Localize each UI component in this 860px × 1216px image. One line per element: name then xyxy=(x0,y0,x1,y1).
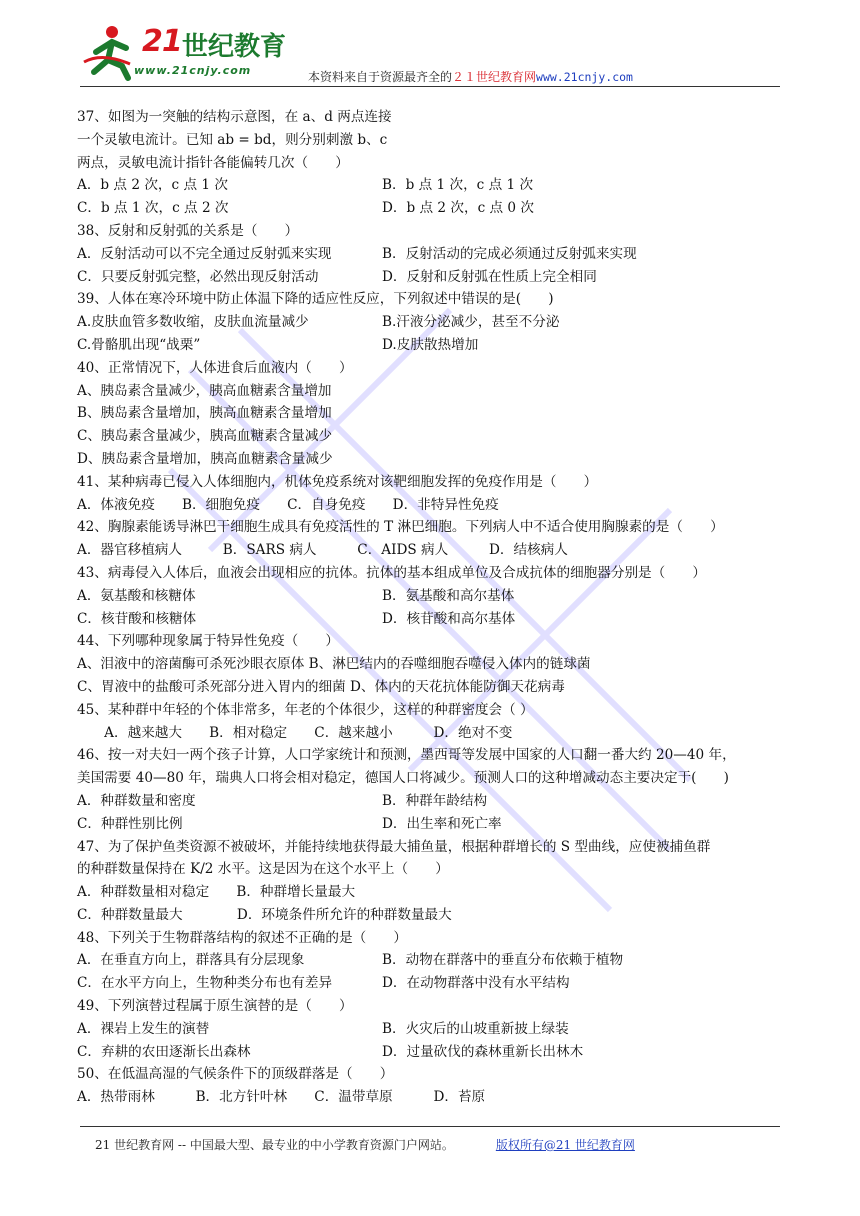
answer-option[interactable]: A.皮肤血管多数收缩，皮肤血流量减少 xyxy=(77,314,309,331)
site-logo[interactable] xyxy=(82,22,302,86)
answer-option[interactable]: B．种群年龄结构 xyxy=(382,792,488,809)
question-block xyxy=(77,699,792,745)
question-stem: 40、正常情况下，人体进食后血液内（ ） xyxy=(77,359,353,376)
answer-option[interactable]: A．在垂直方向上，群落具有分层现象 xyxy=(77,952,305,969)
header-divider xyxy=(80,86,780,87)
answer-option[interactable]: B．反射活动的完成必须通过反射弧来实现 xyxy=(382,245,637,262)
answer-option[interactable]: A．裸岩上发生的演替 xyxy=(77,1020,210,1037)
question-stem: 47、为了保护鱼类资源不被破坏，并能持续地获得最大捕鱼量，根据种群增长的 S 型曲线，应使被捕鱼群 xyxy=(77,838,711,855)
question-block xyxy=(77,927,792,995)
answer-option[interactable]: A．越来越大 B．相对稳定 C．越来越小 D．绝对不变 xyxy=(77,724,513,741)
question-stem: 49、下列演替过程属于原生演替的是（ ） xyxy=(77,998,353,1015)
question-block xyxy=(77,562,792,630)
answer-option[interactable]: A．氨基酸和核糖体 xyxy=(77,587,196,604)
question-stem: 一个灵敏电流计。已知 ab = bd，则分别刺激 b、c xyxy=(77,131,388,148)
option-row xyxy=(77,608,792,631)
answer-option[interactable]: C、胃液中的盐酸可杀死部分进入胃内的细菌 D、体内的天花抗体能防御天花病毒 xyxy=(77,678,565,695)
option-row xyxy=(77,243,792,266)
option-row xyxy=(77,266,792,289)
answer-option[interactable]: A．器官移植病人 B．SARS 病人 C．AIDS 病人 D．结核病人 xyxy=(77,542,568,559)
question-stem: 美国需要 40—80 年，瑞典人口将会相对稳定，德国人口将减少。预测人口的这种增减动态主要决定于( ) xyxy=(77,770,729,787)
question-stem: 38、反射和反射弧的关系是（ ） xyxy=(77,222,299,239)
running-figure-logo-icon xyxy=(82,22,142,82)
logo-number: 21 xyxy=(142,24,182,59)
header-tagline xyxy=(308,68,633,85)
question-stem: 45、某种群中年轻的个体非常多，年老的个体很少，这样的种群密度会（ ） xyxy=(77,701,534,718)
answer-option[interactable]: A．种群数量和密度 xyxy=(77,792,196,809)
answer-option[interactable]: A．反射活动可以不完全通过反射弧来实现 xyxy=(77,245,332,262)
question-block xyxy=(77,471,792,517)
question-stem: 46、按一对夫妇一两个孩子计算，人口学家统计和预测，墨西哥等发展中国家的人口翻一番大约 20—40 年， xyxy=(77,747,736,764)
answer-option[interactable]: C．弃耕的农田逐渐长出森林 xyxy=(77,1043,251,1060)
page-header xyxy=(0,0,860,95)
answer-option[interactable]: C．b 点 1 次，c 点 2 次 xyxy=(77,200,229,217)
option-row xyxy=(77,1041,792,1064)
option-row xyxy=(77,1018,792,1041)
answer-option[interactable]: A．种群数量相对稳定 B．种群增长量最大 xyxy=(77,884,356,901)
question-block xyxy=(77,106,792,220)
tagline-url-link[interactable]: www.21cnjy.com xyxy=(536,70,633,84)
option-row xyxy=(77,949,792,972)
answer-option[interactable]: D、胰岛素含量增加，胰高血糖素含量减少 xyxy=(77,450,333,467)
answer-option[interactable]: D．过量砍伐的森林重新长出林木 xyxy=(382,1043,584,1060)
answer-option[interactable]: B．动物在群落中的垂直分布依赖于植物 xyxy=(382,952,624,969)
tagline-site-name: ２１世纪教育网 xyxy=(452,70,537,84)
question-stem: 37、如图为一突触的结构示意图，在 a、d 两点连接 xyxy=(77,109,392,125)
answer-option[interactable]: C．种群数量最大 D．环境条件所允许的种群数量最大 xyxy=(77,906,452,923)
answer-option[interactable]: C．核苷酸和核糖体 xyxy=(77,610,197,627)
question-block xyxy=(77,744,792,835)
question-block xyxy=(77,220,792,288)
question-stem: 41、某种病毒已侵入人体细胞内，机体免疫系统对该靶细胞发挥的免疫作用是（ ） xyxy=(77,473,598,490)
question-stem: 48、下列关于生物群落结构的叙述不正确的是（ ） xyxy=(77,929,407,946)
answer-option[interactable]: A、泪液中的溶菌酶可杀死沙眼衣原体 B、淋巴结内的吞噬细胞吞噬侵入体内的链球菌 xyxy=(77,656,591,673)
question-block xyxy=(77,357,792,471)
answer-option[interactable]: B．b 点 1 次，c 点 1 次 xyxy=(382,177,534,194)
answer-option[interactable]: D.皮肤散热增加 xyxy=(382,336,479,353)
footer-copyright-link[interactable]: 版权所有@21 世纪教育网 xyxy=(495,1138,635,1152)
answer-option[interactable]: A．热带雨林 B．北方针叶林 C．温带草原 D．苔原 xyxy=(77,1089,486,1106)
page-footer xyxy=(95,1136,635,1153)
answer-option[interactable]: C、胰岛素含量减少，胰高血糖素含量减少 xyxy=(77,428,333,445)
option-row xyxy=(77,334,792,357)
question-block xyxy=(77,288,792,356)
answer-option[interactable]: B.汗液分泌减少，甚至不分泌 xyxy=(382,314,560,331)
answer-option[interactable]: D．核苷酸和高尔基体 xyxy=(382,610,516,627)
answer-option[interactable]: D．出生率和死亡率 xyxy=(382,815,502,832)
option-row xyxy=(77,197,792,220)
option-row xyxy=(77,790,792,813)
option-row xyxy=(77,585,792,608)
answer-option[interactable]: A．b 点 2 次，c 点 1 次 xyxy=(77,177,228,194)
question-block xyxy=(77,836,792,927)
option-row xyxy=(77,972,792,995)
option-row xyxy=(77,174,792,197)
footer-divider xyxy=(80,1126,780,1127)
answer-option[interactable]: D．反射和反射弧在性质上完全相同 xyxy=(382,268,597,285)
question-stem: 的种群数量保持在 K/2 水平。这是因为在这个水平上（ ） xyxy=(77,861,449,878)
footer-text: 21 世纪教育网 -- 中国最大型、最专业的中小学教育资源门户网站。 xyxy=(95,1138,454,1152)
question-block xyxy=(77,1063,792,1109)
answer-option[interactable]: B、胰岛素含量增加，胰高血糖素含量增加 xyxy=(77,405,332,422)
answer-option[interactable]: A．体液免疫 B．细胞免疫 C．自身免疫 D．非特异性免疫 xyxy=(77,496,499,513)
answer-option[interactable]: C．种群性别比例 xyxy=(77,815,183,832)
answer-option[interactable]: A、胰岛素含量减少，胰高血糖素含量增加 xyxy=(77,382,332,399)
answer-option[interactable]: D．b 点 2 次，c 点 0 次 xyxy=(382,200,534,217)
answer-option[interactable]: C．只要反射弧完整，必然出现反射活动 xyxy=(77,268,319,285)
question-stem: 42、胸腺素能诱导淋巴干细胞生成具有免疫活性的 T 淋巴细胞。下列病人中不适合使用胸腺素的是（ ） xyxy=(77,519,724,536)
question-stem: 两点，灵敏电流计指针各能偏转几次（ ） xyxy=(77,154,349,171)
question-stem: 44、下列哪种现象属于特异性免疫（ ） xyxy=(77,633,339,650)
question-block xyxy=(77,995,792,1063)
answer-option[interactable]: D．在动物群落中没有水平结构 xyxy=(382,975,570,992)
answer-option[interactable]: C．在水平方向上，生物种类分布也有差异 xyxy=(77,975,333,992)
tagline-prefix: 本资料来自于资源最齐全的 xyxy=(308,70,453,84)
question-stem: 39、人体在寒冷环境中防止体温下降的适应性反应，下列叙述中错误的是( ) xyxy=(77,291,554,308)
question-block xyxy=(77,630,792,698)
answer-option[interactable]: B．氨基酸和高尔基体 xyxy=(382,587,515,604)
question-list xyxy=(77,106,792,1109)
answer-option[interactable]: B．火灾后的山坡重新披上绿装 xyxy=(382,1020,569,1037)
option-row xyxy=(77,813,792,836)
logo-url: www.21cnjy.com xyxy=(134,64,252,77)
logo-text: 世纪教育 xyxy=(182,32,287,62)
option-row xyxy=(77,311,792,334)
answer-option[interactable]: C.骨骼肌出现“战栗” xyxy=(77,336,201,353)
question-stem: 50、在低温高湿的气候条件下的顶级群落是（ ） xyxy=(77,1066,394,1083)
question-stem: 43、病毒侵入人体后，血液会出现相应的抗体。抗体的基本组成单位及合成抗体的细胞器分别是（ ） xyxy=(77,564,707,581)
question-block xyxy=(77,516,792,562)
